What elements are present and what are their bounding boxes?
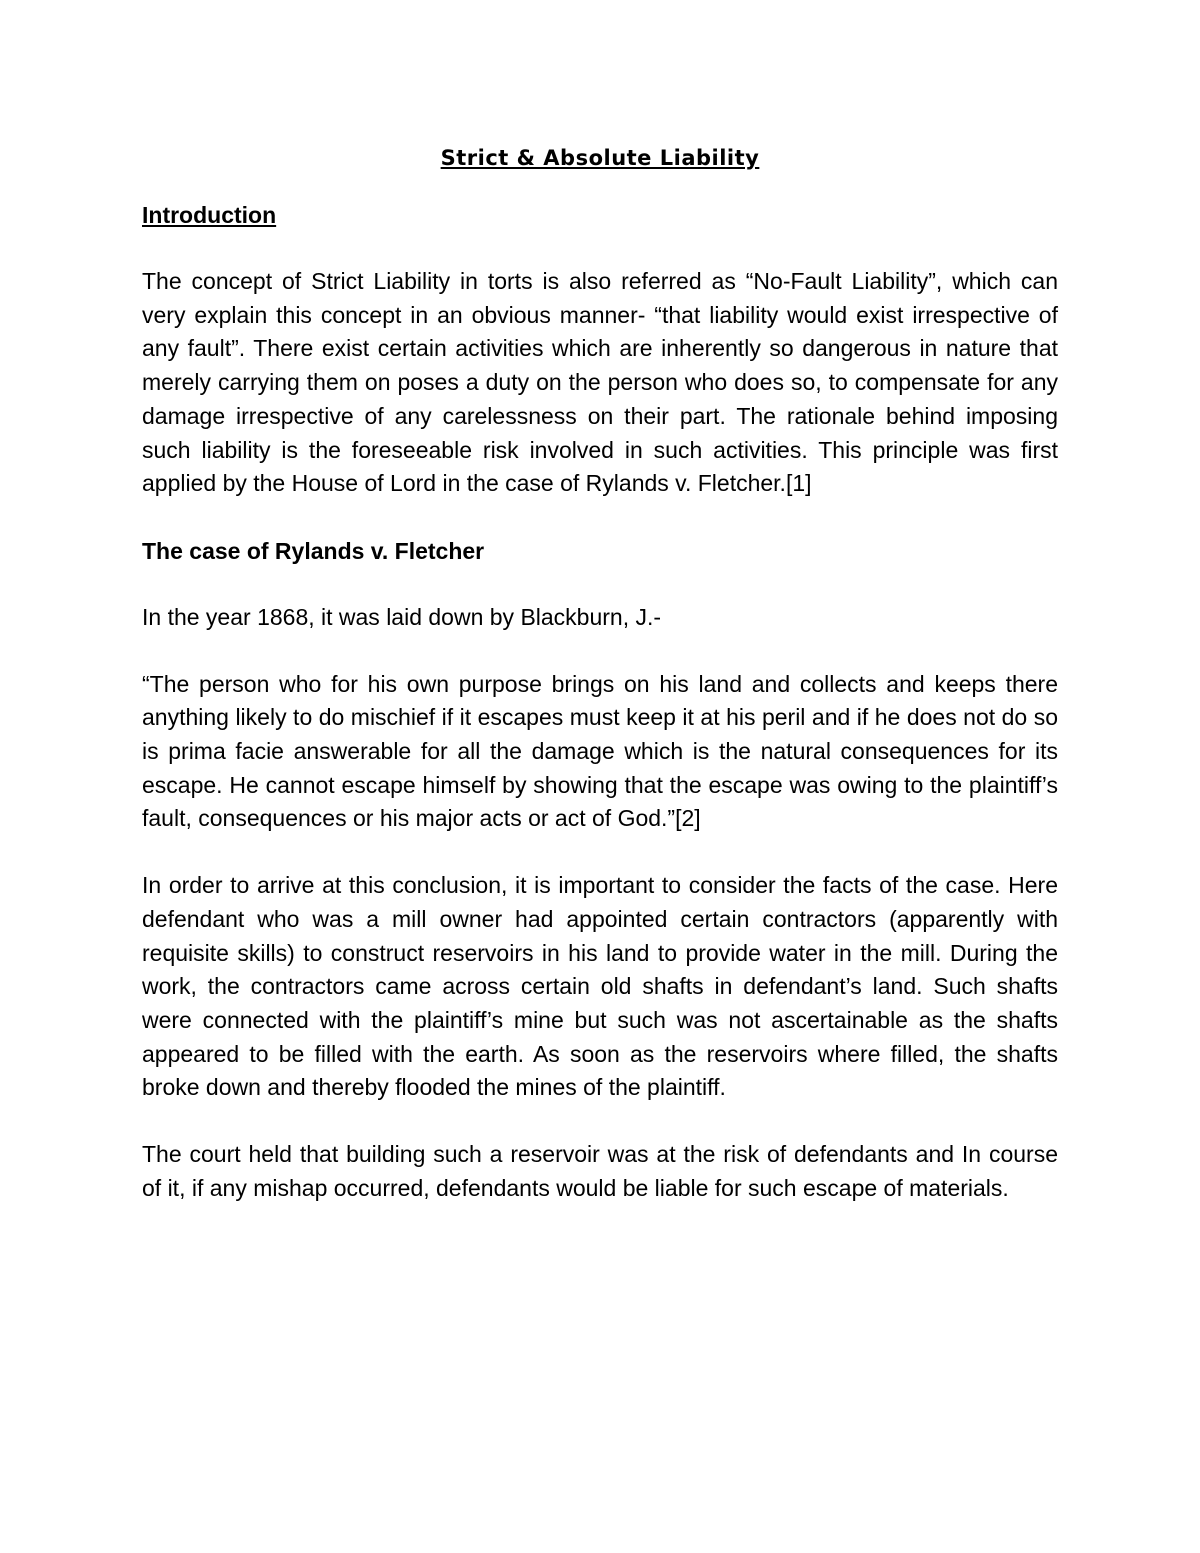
spacer — [142, 635, 1058, 668]
case-paragraph-holding: The court held that building such a reservoir was at the risk of defendants and In course of it, if any mishap occurred, defendants would be liable for such escape of materials. — [142, 1141, 1058, 1201]
introduction-paragraph: The concept of Strict Liability in torts is also referred as “No-Fault Liability”, which can very explain this concept in an obvious manner- “that liability would exist irrespective of any fault”. There exist certain activities which are inherently so dangerous in nature that merely carrying them on poses a duty on the person who does so, to compensate for any damage irrespective of any carelessness on their part. The rationale behind imposing such liability is the foreseeable risk involved in such activities. This principle was first applied by the House of Lord in the case of Rylands v. Fletcher.[1] — [142, 268, 1058, 497]
spacer — [142, 1105, 1058, 1138]
spacer — [142, 836, 1058, 869]
case-paragraph-quote: “The person who for his own purpose brings on his land and collects and keeps there anything likely to do mischief if it escapes must keep it at his peril and if he does not do so is prima facie answerable for all the damage which is the natural consequences for its escape. He cannot escape himself by showing that the escape was owing to the plaintiff’s fault, consequences or his major acts or act of God.”[2] — [142, 670, 1058, 832]
document-title: Strict & Absolute Liability — [440, 146, 760, 170]
introduction-heading: Introduction — [142, 202, 277, 228]
spacer — [142, 568, 1058, 601]
spacer — [142, 176, 1058, 198]
case-heading: The case of Rylands v. Fletcher — [142, 537, 485, 564]
case-paragraph-facts: In order to arrive at this conclusion, it is important to consider the facts of the case. Here defendant who was a mill owner had appointed certain contractors (apparently with requisite skills) to construct reservoirs in his land to provide water in the mill. During the work, the contractors came across certain old shafts in defendant’s land. Such shafts were connected with the plaintiff’s mine but such was not ascertainable as the shafts appeared to be filled with the earth. As soon as the reservoirs where filled, the shafts broke down and thereby flooded the mines of the plaintiff. — [142, 872, 1058, 1101]
case-paragraph-year: In the year 1868, it was laid down by Blackburn, J.- — [142, 603, 662, 630]
document-body — [142, 140, 1058, 1205]
spacer — [142, 501, 1058, 534]
spacer — [142, 232, 1058, 265]
